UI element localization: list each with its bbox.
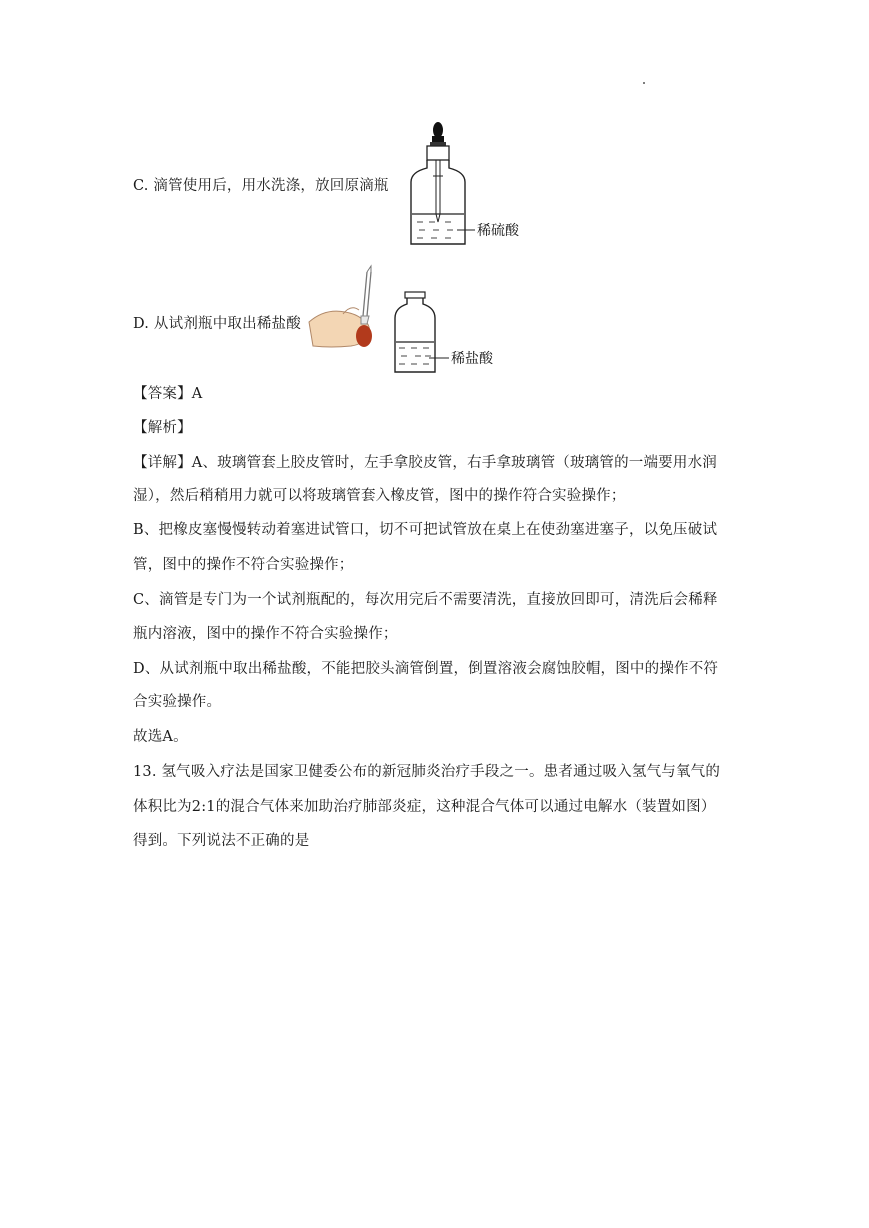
detail-line: B、把橡皮塞慢慢转动着塞进试管口，切不可把试管放在桌上在使劲塞进塞子，以免压破试 <box>133 522 718 538</box>
rubber-bulb-icon <box>356 325 372 347</box>
question-13-line: 得到。下列说法不正确的是 <box>133 833 310 849</box>
figure-d-reagent-bottle <box>305 264 505 376</box>
option-d-text: D. 从试剂瓶中取出稀盐酸 <box>133 316 301 332</box>
dropper-bulb-icon <box>433 122 443 138</box>
page-dot <box>643 82 645 84</box>
figure-c-dropper-bottle <box>405 118 535 252</box>
detail-line: 湿），然后稍稍用力就可以将玻璃管套入橡皮管，图中的操作符合实验操作； <box>133 488 626 504</box>
detail-line: D、从试剂瓶中取出稀盐酸，不能把胶头滴管倒置，倒置溶液会腐蚀胶帽，图中的操作不符 <box>133 661 719 677</box>
detail-line: 合实验操作。 <box>133 694 222 710</box>
detail-line: 【详解】A、玻璃管套上胶皮管时，左手拿胶皮管，右手拿玻璃管（玻璃管的一端要用水润 <box>133 455 717 471</box>
analysis-heading: 【解析】 <box>133 420 192 436</box>
figure-d-label: 稀盐酸 <box>451 351 493 367</box>
question-13-line: 13. 氢气吸入疗法是国家卫健委公布的新冠肺炎治疗手段之一。患者通过吸入氢气与氧气的 <box>133 764 721 780</box>
detail-line: C、滴管是专门为一个试剂瓶配的，每次用完后不需要清洗，直接放回即可，清洗后会稀释 <box>133 592 718 608</box>
detail-line: 管，图中的操作不符合实验操作； <box>133 557 354 573</box>
conclusion: 故选A。 <box>133 729 188 745</box>
question-13-line: 体积比为2:1的混合气体来加助治疗肺部炎症，这种混合气体可以通过电解水（装置如图） <box>133 799 716 815</box>
figure-c-label: 稀硫酸 <box>477 223 519 239</box>
answer: 【答案】A <box>133 386 203 402</box>
detail-line: 瓶内溶液，图中的操作不符合实验操作； <box>133 626 398 642</box>
option-c-text: C. 滴管使用后，用水洗涤，放回原滴瓶 <box>133 178 389 194</box>
